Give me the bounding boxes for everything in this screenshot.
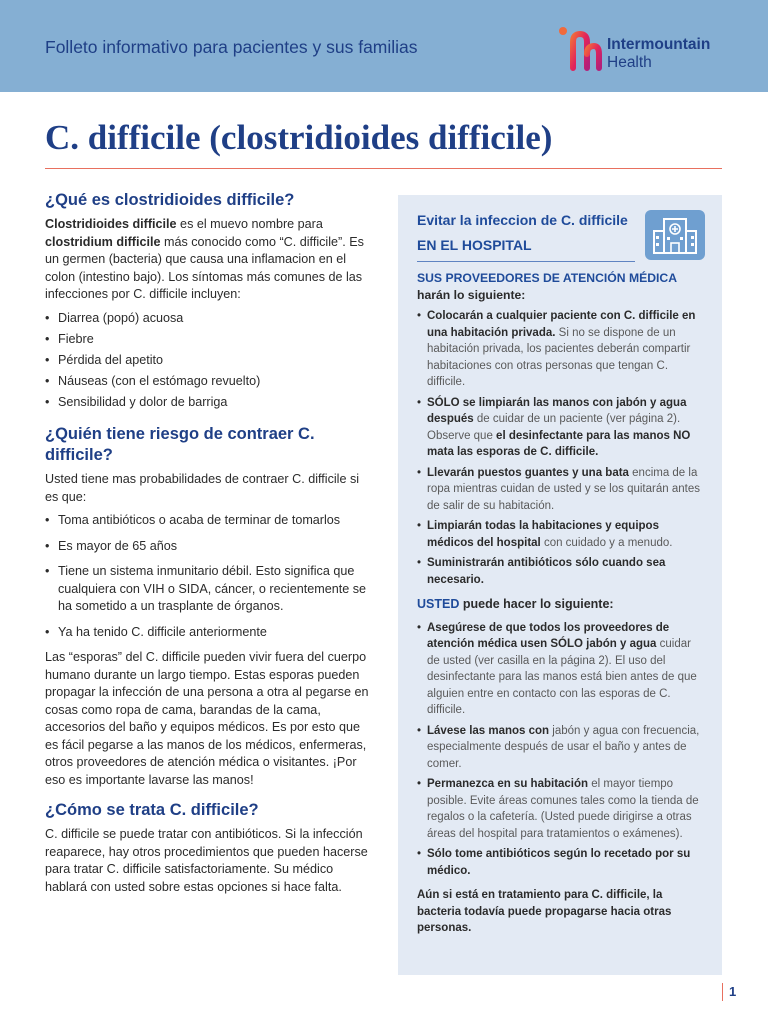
list-item: • Diarrea (popó) acuosa <box>45 310 375 328</box>
hospital-icon <box>644 209 706 261</box>
list-item: • Es mayor de 65 años <box>45 538 375 556</box>
item-bold: Lávese las manos con <box>427 724 550 737</box>
symptom-list <box>45 310 375 412</box>
page-number: 1 <box>722 983 736 1001</box>
you-label-highlight: USTED <box>417 597 460 611</box>
list-item: • Tiene un sistema inmunitario débil. Esto significa que cualquiera con VIH o SIDA, cáncer, o recientemente se ha sometido a un trasplante de órganos. <box>45 563 375 616</box>
list-item <box>417 555 704 588</box>
section-what-paragraph <box>45 216 375 304</box>
providers-label <box>417 270 704 303</box>
intermountain-logo <box>555 24 755 74</box>
logo-wordmark-line2: Health <box>607 54 652 71</box>
list-item <box>417 518 704 551</box>
item-bold: Llevarán puestos guantes y una bata <box>427 466 629 479</box>
page-title-bold: C. difficile <box>45 118 201 157</box>
main-column <box>45 190 375 902</box>
providers-label-suffix: harán lo siguiente: <box>417 287 526 302</box>
intermountain-logo-mark-icon <box>555 24 603 72</box>
providers-list <box>417 308 704 588</box>
list-item: • Pérdida del apetito <box>45 352 375 370</box>
item-bold: Permanezca en su habitación <box>427 778 589 790</box>
term-old-name: clostridium difficile <box>45 234 161 249</box>
sidebar-divider <box>417 261 635 262</box>
list-item: • Ya ha tenido C. difficile anteriormente <box>45 624 375 642</box>
item-text: con cuidado y a menudo. <box>540 536 673 549</box>
item-text: encima de la ropa mientras cuidan de usted y se los quitarán antes de salir de su habitación. <box>427 466 700 512</box>
term-new-name: Clostridioides difficile <box>45 217 177 231</box>
list-item <box>417 776 704 842</box>
list-item: • Náuseas (con el estómago revuelto) <box>45 373 375 391</box>
section-risk-intro: Usted tiene mas probabilidades de contraer C. difficile si es que: <box>45 472 360 504</box>
you-label <box>417 596 704 613</box>
item-text: de cuidar de un paciente (ver página 2). Observe que <box>427 413 681 442</box>
item-bold: el desinfectante para las manos NO mata las esporas de C. difficile. <box>427 429 691 458</box>
section-heading-risk: ¿Quién tiene riesgo de contraer C. difficile? <box>45 425 315 464</box>
section-heading-what: ¿Qué es clostridioides difficile? <box>45 191 295 209</box>
header-banner <box>0 0 768 92</box>
list-item <box>417 465 704 515</box>
prevention-sidebar <box>398 195 722 975</box>
page-title-rest: (clostridioides difficile) <box>209 118 553 157</box>
logo-wordmark-line1: Intermountain <box>607 36 711 53</box>
you-list <box>417 620 704 880</box>
sidebar-closing-note: Aún si está en tratamiento para C. difficile, la bacteria todavía puede propagarse hacia otras personas. <box>417 889 672 934</box>
section-heading-treatment: ¿Cómo se trata C. difficile? <box>45 801 259 819</box>
item-bold: Colocarán a cualquier paciente con C. difficile en una habitación privada. <box>427 310 696 339</box>
list-item <box>417 846 704 879</box>
item-bold: Limpiarán todas la habitaciones y equipos médicos del hospital <box>427 520 659 549</box>
sidebar-heading: Evitar la infeccion de C. difficile <box>417 212 628 228</box>
item-bold: Suministrarán antibióticos sólo cuando sea necesario. <box>427 557 666 586</box>
risk-list <box>45 512 375 641</box>
list-item <box>417 308 704 391</box>
item-text: jabón y agua con frecuencia, especialmente después de usar el baño y antes de comer. <box>427 724 700 770</box>
item-bold: Sólo tome antibióticos según lo recetado por su médico. <box>427 848 691 877</box>
list-item: • Toma antibióticos o acaba de terminar de tomarlos <box>45 512 375 530</box>
section-spores-paragraph: Las “esporas” del C. difficile pueden vivir fuera del cuerpo humano durante un largo tiempo. Estas esporas pueden propagar la infección de una persona a otra al pegarse en cosas como ropa de cama, barandas de la cama, accesorios del baño y equipos médicos. Es por esto que es fácil pegarse a las manos de los médicos, enfermeras, otros proveedores de atención médica o visitantes. ¡Por eso es importante lavarse las manos! <box>45 650 369 787</box>
providers-label-highlight: SUS PROVEEDORES DE ATENCIÓN MÉDICA <box>417 271 677 285</box>
list-item: • Sensibilidad y dolor de barriga <box>45 394 375 412</box>
list-item <box>417 395 704 461</box>
item-text: Si no se dispone de un habitación privada, los pacientes deberán compartir habitaciones con otras personas que tengan C. difficile. <box>427 326 691 388</box>
item-bold: Asegúrese de que todos los proveedores de atención médica usen SÓLO jabón y agua <box>427 621 670 650</box>
list-item <box>417 723 704 773</box>
item-bold: SÓLO se limpiarán las manos con jabón y agua después <box>427 396 687 425</box>
list-item <box>417 620 704 719</box>
text-span: es el muevo nombre para <box>176 217 323 231</box>
text-span: más conocido como “C. difficile”. Es un germen (bacteria) que causa una inflamacion en el colon (intestino bajo). Los síntomas más comunes de las infecciones por C. difficile incluyen: <box>45 234 364 301</box>
sidebar-subheading: EN EL HOSPITAL <box>417 237 532 253</box>
title-divider <box>45 168 722 169</box>
brochure-label: Folleto informativo para pacientes y sus familias <box>45 37 418 57</box>
item-text: cuidar de usted (ver casilla en la página 2). El uso del desinfectante para las manos está bien antes de que alguien entre en contacto con las esporas de C. difficile. <box>427 638 697 716</box>
item-text: el mayor tiempo posible. Evite áreas comunes tales como la tienda de regalos o la cafetería. (Usted puede dirigirse a otras áreas del hospital para tratamientos o exámenes). <box>427 778 699 840</box>
list-item: • Fiebre <box>45 331 375 349</box>
page-title <box>45 118 552 158</box>
section-treatment-paragraph: C. difficile se puede tratar con antibióticos. Si la infección reaparece, hay otros procedimientos que pueden hacerse para tratar C. difficile satisfactoriamente. Su médico hablará con usted sobre estas opciones si hace falta. <box>45 827 368 894</box>
you-label-suffix: puede hacer lo siguiente: <box>459 597 614 611</box>
